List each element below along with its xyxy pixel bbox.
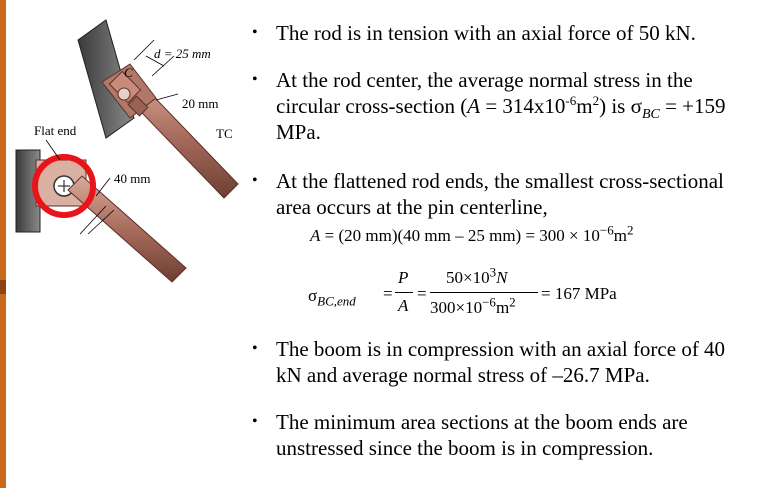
exponent: 2 (592, 93, 600, 108)
bullet-line: unstressed since the boom is in compression. (276, 436, 654, 460)
dim-label-40mm: 40 mm (114, 171, 151, 186)
unit: N (496, 268, 508, 287)
equals-sign: = (383, 284, 393, 303)
denominator-text: 300×10 (430, 298, 483, 317)
bullet-line: The boom is in compression with an axial force of 40 (276, 337, 726, 361)
bullet-line: kN and average normal stress of –26.7 MPa. (276, 363, 650, 387)
bullet-line: At the rod center, the average normal stress in the (276, 68, 693, 92)
fraction-denominator (430, 294, 516, 318)
exponent: −6 (599, 222, 614, 238)
area-equation (310, 222, 634, 246)
equals-sign: = (417, 284, 427, 303)
text-part: = +159 (659, 94, 726, 118)
bullet-text (276, 168, 771, 220)
fraction-denominator: A (398, 296, 409, 315)
bullet-line: MPa. (276, 120, 321, 144)
rod-illustration (6, 0, 260, 300)
sigma-symbol (308, 286, 356, 309)
fraction-numerator (446, 264, 508, 288)
bullet-text: The rod is in tension with an axial force of 50 kN. (276, 21, 696, 45)
symbol-a: A (467, 94, 481, 118)
fraction-bar (430, 292, 538, 293)
bullet-dot: • (252, 71, 258, 88)
text-part: m (576, 94, 593, 118)
text-part: = 314x10 (480, 94, 566, 118)
exponent: −6 (482, 294, 496, 310)
bullet-dot: • (252, 413, 258, 430)
bullet-line: At the flattened rod ends, the smallest cross-sectional (276, 169, 724, 193)
unit: m (613, 226, 627, 245)
unit: m (495, 298, 510, 317)
bullet-line: area occurs at the pin centerline, (276, 195, 548, 219)
label-flat-end: Flat end (34, 123, 77, 138)
symbol-a: A (310, 226, 321, 245)
bullet-dot: • (252, 340, 258, 357)
bullet-dot: • (252, 24, 258, 41)
lower-connection (36, 160, 186, 282)
exponent: -6 (565, 93, 577, 108)
sigma-subscript: BC,end (317, 293, 356, 309)
dim-label-20mm: 20 mm (182, 96, 219, 111)
exponent: 2 (509, 294, 516, 310)
equation-result: = 167 MPa (541, 284, 617, 303)
bullet-text (276, 336, 771, 388)
bullet-text (276, 67, 771, 145)
sigma: σ (308, 286, 318, 305)
subscript: BC (641, 107, 660, 123)
exponent: 2 (626, 222, 634, 238)
bullet-text (276, 409, 771, 461)
equation-text: = (20 mm)(40 mm – 25 mm) = 300 × 10 (320, 226, 600, 245)
text-part: circular cross-section ( (276, 94, 468, 118)
boom-rod-figure (6, 0, 260, 300)
label-tc: TC (216, 126, 233, 141)
numerator-text: 50×10 (446, 268, 490, 287)
dim-label-diameter: d = 25 mm (154, 46, 211, 61)
fraction-bar (395, 292, 413, 293)
bullet-line: The minimum area sections at the boom ends are (276, 410, 688, 434)
point-label-c: C (124, 65, 133, 80)
exponent: 3 (489, 264, 497, 280)
fraction-numerator: P (398, 268, 409, 287)
bullet-dot: • (252, 172, 258, 189)
text-part: ) is σ (599, 94, 642, 118)
bullet-line-with-formula (276, 93, 771, 123)
